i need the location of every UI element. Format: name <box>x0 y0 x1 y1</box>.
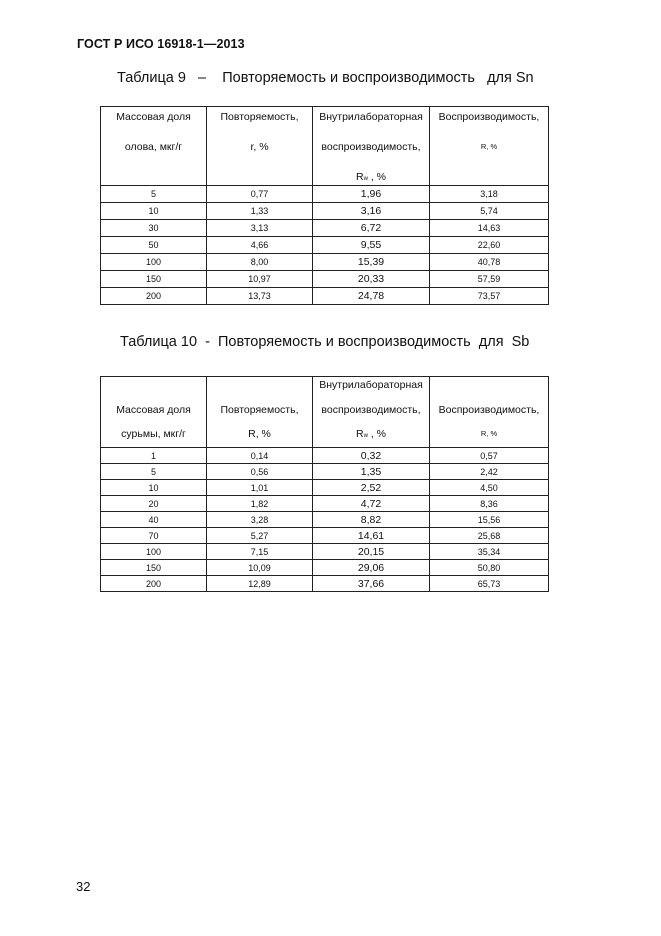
table-row <box>101 271 549 288</box>
table-cell: 1,01 <box>207 480 313 496</box>
header-line: r, % <box>250 141 269 153</box>
table-row <box>101 186 549 203</box>
table-10-header-mass-fraction <box>101 377 207 448</box>
table-cell: 4,72 <box>313 496 430 512</box>
page-number: 32 <box>76 879 91 894</box>
table-cell: 20 <box>101 496 207 512</box>
table-cell: 10,09 <box>207 560 313 576</box>
table-cell: 40 <box>101 512 207 528</box>
header-line: Внутрилабораторная <box>319 379 423 391</box>
table-row <box>101 528 549 544</box>
table-cell: 5 <box>101 464 207 480</box>
header-line: Повторяемость, <box>220 111 299 123</box>
table-row <box>101 496 549 512</box>
table-10-header-row <box>101 377 549 448</box>
header-line: Воспроизводимость, <box>438 111 540 123</box>
table-cell: 3,13 <box>207 220 313 237</box>
table-cell: 12,89 <box>207 576 313 592</box>
table-cell: 1,96 <box>313 186 430 203</box>
table-cell: 25,68 <box>430 528 549 544</box>
header-line: Массовая доля <box>116 111 191 123</box>
table-cell: 0,57 <box>430 448 549 464</box>
table-cell: 50,80 <box>430 560 549 576</box>
table-cell: 1 <box>101 448 207 464</box>
table-cell: 50 <box>101 237 207 254</box>
table-cell: 29,06 <box>313 560 430 576</box>
table-cell: 2,42 <box>430 464 549 480</box>
table-row <box>101 237 549 254</box>
header-line: Внутрилабораторная <box>319 111 423 123</box>
table-cell: 1,33 <box>207 203 313 220</box>
table-cell: 14,63 <box>430 220 549 237</box>
table-cell: 4,66 <box>207 237 313 254</box>
header-unit: , % <box>367 171 387 183</box>
table-cell: 200 <box>101 576 207 592</box>
table-10-header-intralab-reproducibility <box>313 377 430 448</box>
table-cell: 57,59 <box>430 271 549 288</box>
table-10-header-repeatability <box>207 377 313 448</box>
table-cell: 5,74 <box>430 203 549 220</box>
table-cell: 150 <box>101 271 207 288</box>
table-row <box>101 560 549 576</box>
table-9 <box>100 106 549 305</box>
header-line: Повторяемость, <box>220 404 299 416</box>
table-cell: 73,57 <box>430 288 549 305</box>
table-row <box>101 220 549 237</box>
header-line: воспроизводимость, <box>321 141 421 153</box>
header-line: Массовая доля <box>116 404 191 416</box>
table-9-header-row <box>101 107 549 186</box>
header-line: R, % <box>480 142 498 151</box>
table-cell: 15,56 <box>430 512 549 528</box>
table-cell: 40,78 <box>430 254 549 271</box>
table-cell: 0,77 <box>207 186 313 203</box>
table-cell: 3,28 <box>207 512 313 528</box>
table-cell: 200 <box>101 288 207 305</box>
table-cell: 8,82 <box>313 512 430 528</box>
table-cell: 70 <box>101 528 207 544</box>
document-header: ГОСТ Р ИСО 16918-1—2013 <box>77 37 245 51</box>
table-cell: 1,35 <box>313 464 430 480</box>
table-cell: 100 <box>101 544 207 560</box>
table-10-header-reproducibility <box>430 377 549 448</box>
table-10-caption: Таблица 10 - Повторяемость и воспроизводимость для Sb <box>120 334 530 350</box>
table-row <box>101 544 549 560</box>
table-cell: 2,52 <box>313 480 430 496</box>
table-cell: 9,55 <box>313 237 430 254</box>
header-line <box>313 169 429 185</box>
table-9-header-intralab-reproducibility <box>313 107 430 186</box>
table-9-header-mass-fraction <box>101 107 207 186</box>
table-cell: 10 <box>101 480 207 496</box>
table-cell: 37,66 <box>313 576 430 592</box>
table-cell: 8,36 <box>430 496 549 512</box>
table-row <box>101 576 549 592</box>
table-cell: 10,97 <box>207 271 313 288</box>
table-cell: 3,18 <box>430 186 549 203</box>
header-line: R, % <box>480 429 498 438</box>
table-cell: 5 <box>101 186 207 203</box>
table-9-caption: Таблица 9 – Повторяемость и воспроизводимость для Sn <box>117 70 534 86</box>
table-cell: 0,56 <box>207 464 313 480</box>
table-cell: 150 <box>101 560 207 576</box>
table-cell: 30 <box>101 220 207 237</box>
header-symbol: R <box>355 428 364 440</box>
header-line: воспроизводимость, <box>321 404 421 416</box>
table-cell: 10 <box>101 203 207 220</box>
header-line: R, % <box>248 428 271 440</box>
table-cell: 65,73 <box>430 576 549 592</box>
header-symbol: R <box>355 171 364 183</box>
table-cell: 24,78 <box>313 288 430 305</box>
table-cell: 20,33 <box>313 271 430 288</box>
table-cell: 5,27 <box>207 528 313 544</box>
table-cell: 3,16 <box>313 203 430 220</box>
header-subscript: w <box>363 176 368 182</box>
header-line: сурьмы, мкг/г <box>121 428 186 440</box>
table-cell: 15,39 <box>313 254 430 271</box>
table-cell: 8,00 <box>207 254 313 271</box>
header-subscript: w <box>363 433 368 439</box>
table-9-header-reproducibility <box>430 107 549 186</box>
table-cell: 14,61 <box>313 528 430 544</box>
header-line: Воспроизводимость, <box>438 404 540 416</box>
table-cell: 22,60 <box>430 237 549 254</box>
table-row <box>101 254 549 271</box>
table-9-header-repeatability <box>207 107 313 186</box>
table-cell: 13,73 <box>207 288 313 305</box>
table-cell: 1,82 <box>207 496 313 512</box>
table-cell: 20,15 <box>313 544 430 560</box>
table-cell: 100 <box>101 254 207 271</box>
header-line: олова, мкг/г <box>124 141 183 153</box>
table-row <box>101 464 549 480</box>
table-cell: 4,50 <box>430 480 549 496</box>
table-10 <box>100 376 549 592</box>
header-unit: , % <box>367 428 387 440</box>
table-row <box>101 480 549 496</box>
table-cell: 6,72 <box>313 220 430 237</box>
header-line <box>313 427 429 441</box>
table-cell: 35,34 <box>430 544 549 560</box>
table-row <box>101 512 549 528</box>
table-row <box>101 203 549 220</box>
table-row <box>101 288 549 305</box>
table-cell: 0,14 <box>207 448 313 464</box>
table-row <box>101 448 549 464</box>
table-cell: 7,15 <box>207 544 313 560</box>
table-cell: 0,32 <box>313 448 430 464</box>
